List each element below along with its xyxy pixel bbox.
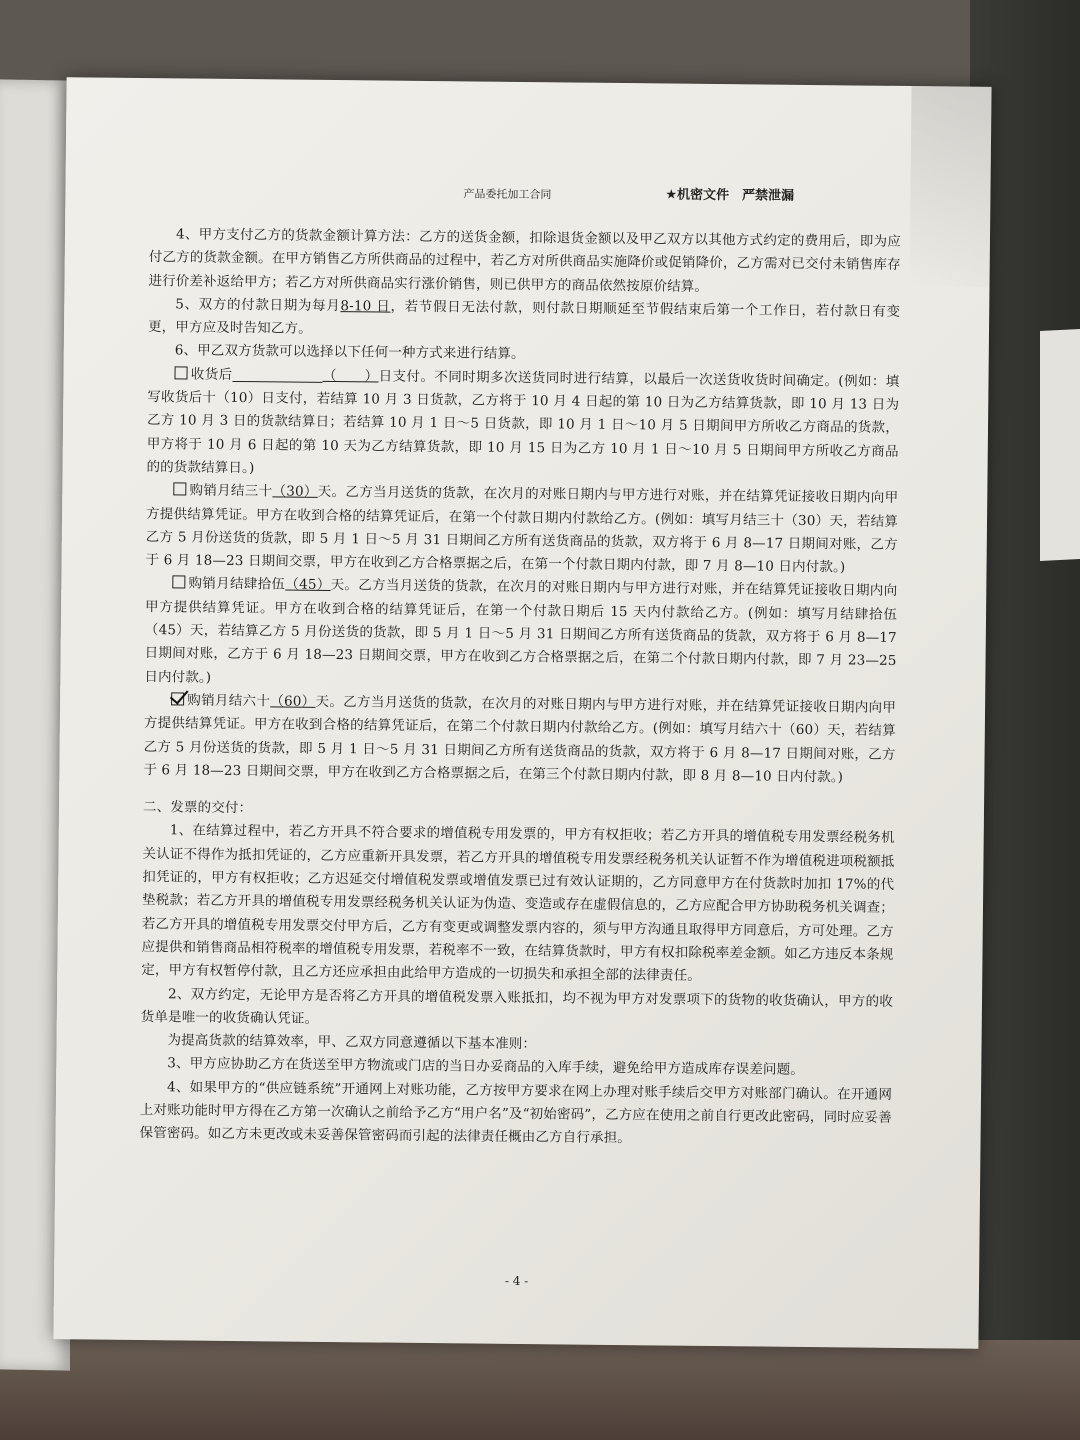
clause-5-text-rest: ，若节假日无法付款，则付款日期顺延至节假结束后第一个工作日，若付款日有变更，甲方应及时告知乙方。 (147, 298, 901, 337)
option-45-value: （45） (285, 576, 331, 594)
option-60-days (143, 689, 896, 790)
option-receipt (146, 363, 899, 487)
checkbox-30-days[interactable] (173, 483, 186, 496)
option-60-value: （60） (270, 693, 316, 710)
option-30-value: （30） (272, 483, 318, 501)
document-title: 产品委托加工合同 (463, 187, 552, 202)
clause-4: 4、甲方支付乙方的货款金额计算方法：乙方的送货金额，扣除退货金额以及甲乙双方以其他方式约定的费用后，即为应付乙方的货款金额。在甲方销售乙方所供商品的过程中，若乙方对所供商品实施降价或促销降价，乙方需对已交付未销售库存进行价差补返给甲方；若乙方对所供商品实行涨价销售，则已供甲方的商品依然按原价结算。 (148, 226, 902, 295)
option-receipt-text: 日支付。不同时期多次送货同时进行结算，以最后一次送货收货时间确定。(例如：填写收货后十（10）日支付，若结算 10 月 3 日货款，乙方将于 10 月 4 日起的第 10 日为乙方结算货款，即 10 月 13 日为乙方 10 月 3 日的货款结算日；若结算 10 月 1 日～5 日货款，即 10 月 1 日～10 月 5 日期间甲方所收乙方商品的货款，甲方将于 10 月 6 日起的第 10 天为乙方结算货款，即 10 月 15 日为乙方 10 月 1 日～10 月 5 日期间甲方所收乙方商品的的货款结算日。) (146, 368, 900, 477)
payment-date-value: 8-10 日 (340, 297, 391, 315)
invoice-clause-3: 3、甲方应协助乙方在货送至甲方物流或门店的当日办妥商品的入库手续，避免给甲方造成库存误差问题。 (167, 1055, 804, 1079)
option-60-label: 购销月结六十 (187, 692, 271, 710)
page-header (65, 177, 990, 209)
option-30-label: 购销月结三十 (189, 482, 273, 500)
option-45-days (144, 572, 897, 696)
option-30-days (145, 479, 898, 580)
clause-5-text: 5、双方的付款日期为每月 (175, 296, 341, 314)
option-45-label: 购销月结肆拾伍 (188, 575, 286, 593)
checkbox-45-days[interactable] (172, 576, 185, 589)
clause-6: 6、甲乙双方货款可以选择以下任何一种方式来进行结算。 (174, 342, 525, 363)
page-number: - 4 - (504, 1273, 529, 1289)
settlement-principles: 为提高货款的结算效率，甲、乙双方同意遵循以下基本准则： (167, 1032, 537, 1053)
option-60-text: 天。乙方当月送货的货款，在次月的对账日期内与甲方进行对账，并在结算凭证接收日期内向甲方提供结算凭证。甲方在收到合格的结算凭证后，在第二个付款日期内付款给乙方。(例如：填写月结六十（60）天，若结算乙方 5 月份送货的货款，即 5 月 1 日～5 月 31 日期间乙方所有送货商品的货款，双方将于 6 月 8—17 日期间对账，乙方于 6 月 18—23 日期间交票，甲方在收到乙方合格票据之后，在第三个付款日期内付款，即 8 月 8—10 日内付款。) (143, 693, 897, 786)
invoice-clause-4: 4、如果甲方的“供应链系统”开通网上对账功能，乙方按甲方要求在网上办理对账手续后交甲方对账部门确认。在开通网上对账功能时甲方得在乙方第一次确认之前给予乙方“用户名”及“初始密码”，乙方应在使用之前自行更改此密码，同时应妥善保管密码。如乙方未更改或未妥善保管密码而引起的法律责任概由乙方自行承担。 (139, 1078, 893, 1147)
background-floor (0, 1340, 1080, 1440)
checkbox-60-days-checked[interactable] (171, 692, 184, 705)
background-right-paper (1040, 329, 1080, 561)
blank-paren: （ ） (322, 367, 379, 385)
section-invoice-heading: 二、发票的交付： (142, 799, 253, 817)
contract-page (53, 77, 991, 1349)
blank-line (233, 367, 323, 383)
option-30-text: 天。乙方当月送货的货款，在次月的对账日期内与甲方进行对账，并在结算凭证接收日期内向甲方提供结算凭证。甲方在收到合格的结算凭证后，在第一个付款日期内付款给乙方。(例如：填写月结三十（30）天，若结算乙方 5 月份送货的货款，即 5 月 1 日～5 月 31 日期间乙方所有送货商品的货款，双方将于 6 月 8—17 日期间对账，乙方于 6 月 18—23 日期间交票，甲方在收到乙方合格票据之后，在第一个付款日期内付款，即 7 月 8—10 日内付款。) (145, 484, 899, 576)
checkbox-receipt[interactable] (174, 366, 187, 379)
invoice-clause-2: 2、双方约定，无论甲方是否将乙方开具的增值税发票入账抵扣，均不视为甲方对发票项下的货物的收货确认，甲方的收货单是唯一的收货确认凭证。 (140, 985, 894, 1027)
option-receipt-label: 收货后 (190, 366, 233, 383)
contract-body (139, 223, 901, 1153)
invoice-clause-1: 1、在结算过程中，若乙方开具不符合要求的增值税专用发票的，甲方有权拒收；若乙方开具的增值税专用发票经税务机关认证不得作为抵扣凭证的，乙方应重新开具发票，若乙方开具的增值税专用发票经税务机关认证暂不作为增值税进项税额抵扣凭证的，甲方有权拒收；乙方迟延交付增值税发票或增值发票已过有效认证期的，乙方同意甲方在付货款时加扣 17%的代垫税款；若乙方开具的增值税专用发票经税务机关认证为伪造、变造或存在虚假信息的，乙方应配合甲方协助税务机关调查；若乙方开具的增值税专用发票交付甲方后，乙方有变更或调整发票内容的，须与甲方沟通且取得甲方同意后，方可处理。乙方应提供和销售商品相符税率的增值税专用发票，若税率不一致，在结算货款时，甲方有权扣除税率差金额。如乙方违反本条规定，甲方有权暂停付款，且乙方还应承担由此给甲方造成的一切损失和承担全部的法律责任。 (141, 822, 895, 985)
option-45-text: 天。乙方当月送货的货款，在次月的对账日期内与甲方进行对账，并在结算凭证接收日期内向甲方提供结算凭证。甲方在收到合格的结算凭证后，在第一个付款日期后 15 天内付款给乙方。(例如：填写月结肆拾伍（45）天，若结算乙方 5 月份送货的货款，即 5 月 1 日～5 月 31 日期间乙方所有送货商品的货款，双方将于 6 月 8—17 日期间对账，乙方于 6 月 18—23 日期间交票，甲方在收到乙方合格票据之后，在第二个付款日期内付款，即 7 月 23—25 日内付款。) (144, 577, 898, 686)
confidential-label: ★机密文件 严禁泄漏 (665, 187, 795, 204)
clause-5 (148, 293, 900, 347)
